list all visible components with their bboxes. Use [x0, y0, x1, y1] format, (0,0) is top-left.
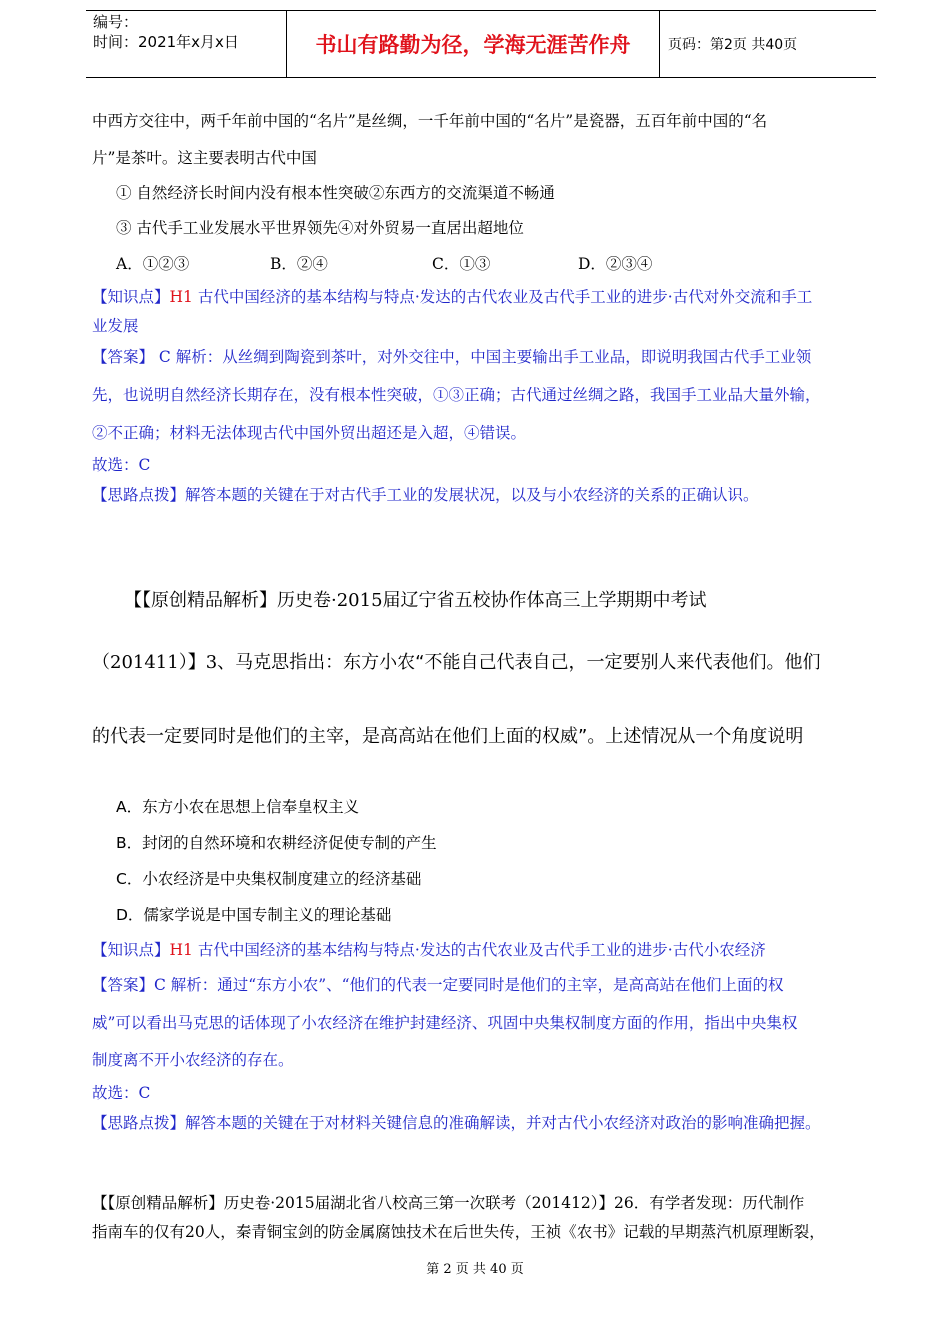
kp-text: 古代中国经济的基本结构与特点·发达的古代农业及古代手工业的进步·古代小农经济	[197, 941, 766, 959]
q1-answer-line-2: 先，也说明自然经济长期存在，没有根本性突破，①③正确；古代通过丝绸之路，我国手工业品大量外输，	[92, 386, 821, 404]
q2-tip: 【思路点拨】解答本题的关键在于对材料关键信息的准确解读，并对古代小农经济对政治的影响准确把握。	[92, 1114, 821, 1132]
q1-knowledge-point	[92, 285, 812, 307]
page-header	[86, 10, 876, 78]
q3-line-2: 指南车的仅有20人，秦青铜宝剑的防金属腐蚀技术在后世失传，王祯《农书》记载的早期蒸汽机原理断裂，	[92, 1223, 825, 1241]
header-motto: 书山有路勤为径，学海无涯苦作舟	[286, 11, 660, 77]
q1-option-b: B．②④	[270, 255, 328, 273]
q1-option-c: C．①③	[432, 255, 491, 273]
q2-source-line-1: 【【原创精品解析】历史卷·2015届辽宁省五校协作体高三上学期期中考试	[124, 590, 707, 611]
q3-line-1: 【【原创精品解析】历史卷·2015届湖北省八校高三第一次联考（201412）】26．有学者发现：历代制作	[92, 1194, 805, 1212]
q1-option-a: A．①②③	[116, 255, 190, 273]
q1-stem-line-1: 中西方交往中，两千年前中国的“名片”是丝绸，一千年前中国的“名片”是瓷器，五百年前中国的“名	[92, 112, 768, 130]
date-line: 时间：2021年x月x日	[93, 33, 239, 51]
q2-choose: 故选：C	[92, 1084, 151, 1102]
kp-code: H1	[169, 288, 193, 306]
q1-item-1: ① 自然经济长时间内没有根本性突破②东西方的交流渠道不畅通	[116, 184, 555, 202]
kp-label: 【知识点】	[92, 288, 170, 306]
header-page-info: 页码：第2页 共40页	[668, 37, 798, 53]
q2-option-c: C．小农经济是中央集权制度建立的经济基础	[116, 870, 422, 888]
q2-option-d: D．儒家学说是中国专制主义的理论基础	[116, 906, 392, 924]
q2-answer-line-2: 威”可以看出马克思的话体现了小农经济在维护封建经济、巩固中央集权制度方面的作用，指出中央集权	[92, 1014, 798, 1032]
q2-option-b: B．封闭的自然环境和农耕经济促使专制的产生	[116, 834, 437, 852]
page-footer: 第 2 页 共 40 页	[426, 1262, 524, 1277]
q2-stem-1: 马克思指出：东方小农“不能自己代表自己，一定要别人来代表他们。他们	[235, 652, 821, 673]
q1-knowledge-point-cont: 业发展	[92, 317, 139, 335]
q2-option-a: A．东方小农在思想上信奉皇权主义	[116, 798, 360, 816]
q1-item-2: ③ 古代手工业发展水平世界领先④对外贸易一直居出超地位	[116, 219, 524, 237]
q2-stem-line-2: 的代表一定要同时是他们的主宰，是高高站在他们上面的权威”。上述情况从一个角度说明	[92, 726, 804, 747]
q2-stem-line-1	[92, 648, 821, 674]
q1-option-d: D．②③④	[578, 255, 653, 273]
q2-answer-line-3: 制度离不开小农经济的存在。	[92, 1051, 294, 1069]
q1-tip: 【思路点拨】解答本题的关键在于对古代手工业的发展状况，以及与小农经济的关系的正确认识。	[92, 486, 759, 504]
number-label: 编号：	[93, 13, 139, 31]
q1-choose: 故选：C	[92, 456, 151, 474]
q1-answer-line-1: 【答案】 C 解析：从丝绸到陶瓷到茶叶，对外交往中，中国主要输出手工业品，即说明我国古代手工业领	[92, 348, 812, 366]
kp-text: 古代中国经济的基本结构与特点·发达的古代农业及古代手工业的进步·古代对外交流和手工	[197, 288, 813, 306]
kp-label: 【知识点】	[92, 941, 170, 959]
header-meta	[86, 11, 286, 77]
q2-knowledge-point	[92, 938, 766, 960]
q1-answer-line-3: ②不正确；材料无法体现古代中国外贸出超还是入超，④错误。	[92, 424, 527, 442]
q1-stem-line-2: 片”是茶叶。这主要表明古代中国	[92, 149, 317, 167]
q2-source-2: （201411）】3、	[92, 652, 236, 673]
kp-code: H1	[169, 941, 193, 959]
q2-answer-line-1: 【答案】C 解析：通过“东方小农”、“他们的代表一定要同时是他们的主宰，是高高站在他们上面的权	[92, 976, 784, 994]
